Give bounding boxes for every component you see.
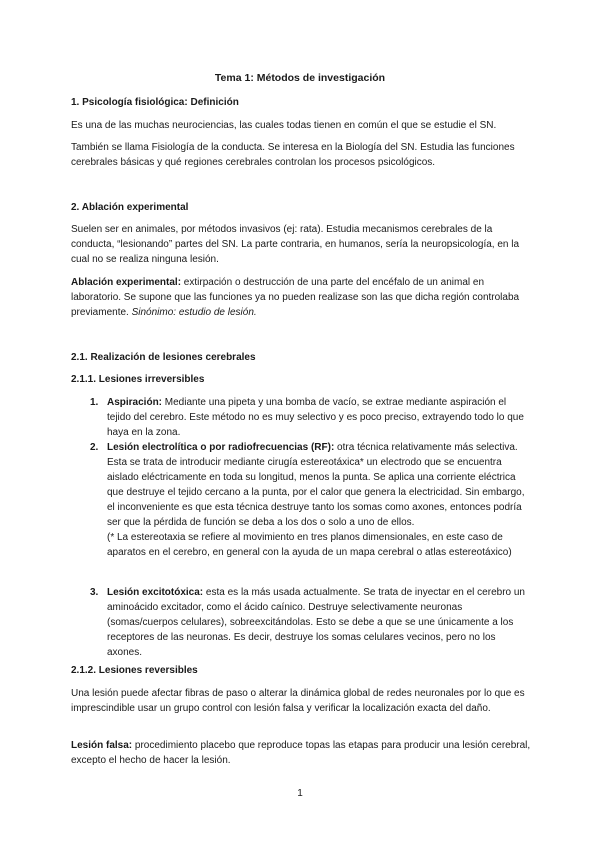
list-item xyxy=(90,585,529,660)
section-2-1-1-heading: 2.1.1. Lesiones irreversibles xyxy=(71,374,205,385)
section-2-heading: 2. Ablación experimental xyxy=(71,202,189,213)
section-2-1-heading: 2.1. Realización de lesiones cerebrales xyxy=(71,352,256,363)
section-2-1-2-paragraph: Una lesión puede afectar fibras de paso o alterar la dinámica global de redes neuronales por lo que es imprescindible usar un grupo control con lesión falsa y verificar la localización exacta del daño. xyxy=(71,688,525,714)
definition-term: Lesión falsa: xyxy=(71,740,133,751)
list-item-number: 1. xyxy=(90,397,99,408)
list-item-number: 3. xyxy=(90,587,99,598)
section-1-heading: 1. Psicología fisiológica: Definición xyxy=(71,97,239,108)
page-number: 1 xyxy=(297,788,303,799)
list-item-text: esta es la más usada actualmente. Se trata de inyectar en el cerebro un aminoácido excitador, como el ácido caínico. Destruye selectivamente neuronas (somas/cuerpos celulares), sobreexcitándolas. Esto se debe a que se une únicamente a los receptores de las neuronas. Es decir, destruye los somas celulares vecinos, pero no los axones. xyxy=(107,587,525,658)
section-2-definition xyxy=(71,275,531,320)
list-item-number: 2. xyxy=(90,442,99,453)
list-item xyxy=(90,395,529,440)
definition-text: extirpación o destrucción de una parte del encéfalo de un animal en laboratorio. Se supone que las funciones ya no pueden realizase son las que dicha región controlaba previamente. xyxy=(71,277,520,318)
list-item xyxy=(90,440,529,560)
list-item-text: otra técnica relativamente más selectiva. Esta se trata de introducir mediante cirugía estereotáxica* un electrodo que se encuentra aislado eléctricamente en toda su longitud, menos la punta. Se aplica una corriente eléctrica que destruye el tejido cercano a la punta, por el calor que genera la electricidad. Sin embargo, el inconveniente es que esta técnica destruye tanto los somas como axones, entonces podría ser que la pérdida de función se deba a los dos o solo a uno de ellos. xyxy=(107,442,525,528)
section-1-paragraph-1: Es una de las muchas neurociencias, las cuales todas tienen en común el que se estudie el SN. xyxy=(71,120,497,131)
section-2-paragraph-1: Suelen ser en animales, por métodos invasivos (ej: rata). Estudia mecanismos cerebrales de la conducta, “lesionando” partes del SN. La parte contraria, en humanos, sería la neuropsicología, en la cual no se realiza ninguna lesión. xyxy=(71,224,520,265)
list-item-note: (* La estereotaxia se refiere al movimiento en tres planos dimensionales, en este caso de aparatos en el cerebro, en general con la ayuda de un mapa cerebral o atlas estereotáxico) xyxy=(107,532,512,558)
list-item-text: Mediante una pipeta y una bomba de vacío, se extrae mediante aspiración el tejido del cerebro. Este método no es muy selectivo y es poco preciso, extrayendo todo lo que haya en la zona. xyxy=(107,397,524,438)
list-item-term: Aspiración: xyxy=(107,397,163,408)
section-1-paragraph-2: También se llama Fisiología de la conducta. Se interesa en la Biología del SN. Estudia las funciones cerebrales básicas y qué regiones cerebrales controlan los procesos psicológicos. xyxy=(71,142,515,168)
document-title: Tema 1: Métodos de investigación xyxy=(214,72,386,84)
section-2-1-2-heading: 2.1.2. Lesiones reversibles xyxy=(71,665,198,676)
list-item-term: Lesión excitotóxica: xyxy=(107,587,204,598)
definition-synonym: Sinónimo: estudio de lesión. xyxy=(131,307,257,318)
list-item-term: Lesión electrolítica o por radiofrecuencias (RF): xyxy=(107,442,335,453)
definition-term: Ablación experimental: xyxy=(71,277,182,288)
section-2-1-2-definition xyxy=(71,738,531,768)
definition-text: procedimiento placebo que reproduce topas las etapas para producir una lesión cerebral, excepto el hecho de hacer la lesión. xyxy=(71,740,531,766)
